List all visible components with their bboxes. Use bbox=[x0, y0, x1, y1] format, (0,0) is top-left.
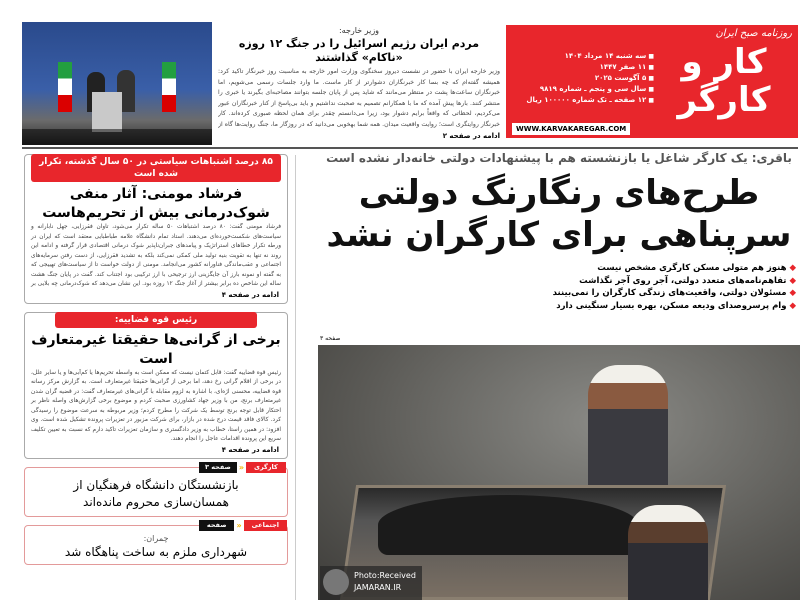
page-label: صفحه ۳ bbox=[199, 462, 237, 473]
masthead-tagline: روزنامه صبح ایران bbox=[715, 28, 792, 39]
watermark-line2: JAMARAN.IR bbox=[354, 583, 402, 592]
watermark-line1: Photo:Received bbox=[354, 571, 416, 580]
issue-info bbox=[512, 51, 654, 106]
page-reference[interactable]: صفحه ۳ bbox=[320, 335, 341, 342]
bullet-item: ◆ وام پرسروصدای ودیعه مسکن، بهره بسیار سنگینی دارد bbox=[320, 300, 796, 313]
article-body: فرشاد مومنی گفت: ۸۰ درصد اشتباهات ۵۰ ساله تکرار می‌شود، تاوان فقرزایی، جهل نابارانه و سیاست‌های شکست‌خورده‌ای می‌دهند. استاد تمام دانشگاه علامه طباطبایی معتقد است که ایران در ورطه تکرار خطاهای استراتژیک و پیامدهای جبران‌ناپذیر شوک درمانی اقتصادی قرار گرفته و ادامه این روند نه تنها به تقویت بنیه تولید ملی کمکی نمی‌کند بلکه به تشدید فقرزایی، از دست رفتن سرمایه‌های اجتماعی و عقب‌ماندگی فناورانه کشور می‌انجامد. مومنی از دولت خواست تا از سیاست‌های تهییجی که به گفته او نمونه بارز آن جایگزینی ارز ترجیحی با ارز ترکیبی بود اجتناب کند. گفت در پایان جنگ هشت ساله این شاخص ده برابر بیشتر از آغاز جنگ ۱۲ روزه بود. این نشان می‌دهد که شوک‌درمانی چه بلایی بر bbox=[31, 224, 282, 287]
column-divider bbox=[295, 155, 296, 600]
main-bullets bbox=[320, 262, 798, 312]
photo-credit-watermark bbox=[320, 566, 422, 600]
issue-date-gregorian: ■ ۵ آگوست ۲۰۲۵ bbox=[512, 73, 654, 84]
main-headline-line2: سرپناهی برای کارگران نشد bbox=[326, 215, 792, 255]
logo-part: کار و bbox=[681, 42, 767, 82]
section-tag bbox=[199, 520, 287, 540]
section-label: کارگری bbox=[246, 462, 286, 473]
main-headline[interactable] bbox=[320, 172, 798, 256]
top-article-headline[interactable]: مردم ایران رژیم اسرائیل را در جنگ ۱۲ روزه «ناکام» گذاشتند bbox=[238, 37, 480, 64]
article-kicker: چمران: bbox=[143, 533, 169, 543]
issue-date-hijri: ■ ۱۱ صفر ۱۴۴۷ bbox=[512, 62, 654, 73]
continued-link[interactable]: ادامه در صفحه ۴ bbox=[221, 445, 279, 454]
logo-part: کارگر bbox=[677, 80, 771, 120]
top-article-kicker: وزیر خارجه: bbox=[338, 26, 380, 35]
issue-price: ■ ۱۲ صفحه ـ تک شماره ۱۰۰۰۰۰ ریال bbox=[512, 95, 654, 106]
article-headline[interactable]: فرشاد مومنی: آثار منفی شوک‌درمانی بیش از تحریم‌هاست bbox=[42, 186, 270, 221]
jamaran-logo-icon bbox=[323, 569, 349, 595]
issue-number: ■ سال سی و پنجم ـ شماره ۹۸۱۹ bbox=[512, 84, 654, 95]
flag bbox=[162, 62, 176, 112]
issue-date-persian: ■ سه شنبه ۱۴ مرداد ۱۴۰۴ bbox=[512, 51, 654, 62]
continued-link[interactable]: ادامه در صفحه ۴ bbox=[221, 290, 279, 299]
article-momeni bbox=[24, 154, 288, 304]
article-judiciary bbox=[24, 312, 288, 459]
newspaper-logo bbox=[654, 43, 794, 119]
miner bbox=[588, 365, 668, 495]
article-headline[interactable]: برخی از گرانی‌ها حقیقتا غیرمتعارف است bbox=[31, 331, 281, 367]
miner bbox=[628, 505, 708, 600]
top-article bbox=[218, 26, 500, 141]
bullet-item: ◆ تفاهم‌نامه‌های متعدد دولتی، آجر روی آجر نگذاشت bbox=[320, 275, 796, 288]
section-label: اجتماعی bbox=[244, 520, 287, 531]
continued-link[interactable]: ادامه در صفحه ۲ bbox=[442, 132, 500, 140]
article-banner: رئیس قوه قضاییه: bbox=[55, 312, 257, 328]
photo-audience bbox=[22, 129, 212, 145]
left-column bbox=[24, 154, 288, 565]
flag bbox=[58, 62, 72, 112]
bullet-item: ◆ مسئولان دولتی، واقعیت‌های زندگی کارگران را نمی‌بینند bbox=[320, 287, 796, 300]
article-banner: ۸۵ درصد اشتباهات سیاستی در ۵۰ سال گذشته، تکرار شده است bbox=[31, 154, 281, 182]
main-subhead: باقری: یک کارگر شاغل یا بازنشسته هم با پیشنهادات دولتی خانه‌دار نشده است bbox=[326, 151, 792, 165]
top-article-photo bbox=[22, 22, 212, 145]
website-url[interactable]: WWW.KARVAKAREGAR.COM bbox=[512, 123, 630, 135]
page-label: صفحه ۸ bbox=[199, 520, 234, 531]
article-shelter bbox=[24, 520, 288, 565]
article-body: رئیس قوه قضاییه گفت: قابل کتمان نیست که ممکن است به واسطه تحریم‌ها یا کم‌آبی‌ها و یا سایر علل، در برخی از اقلام گرانی رخ دهد، اما برخی از گرانی‌ها حقیقتا غیرمتعارف است. به گزارش مرکز رسانه قوه قضاییه، محسنی اژه‌ای، با اشاره به لزوم مقابله با گرانی‌های غیرمتعارف گفت: در قضیه گران شدن غیرمتعارف برنج، من با وزیر جهاد کشاورزی صحبت کردم و موضوع برخی گزارش‌های واصله ناظر بر احتکار قابل توجه برنج توسط یک شرکت را مطرح کردم؛ وزیر مربوطه به سرعت موضوع را رسیدگی کرد. کالای فاقد قیمت درج شده در بازار، برای شرکت مزبور در تعزیرات پرونده تشکیل شده است. وی افزود: در همین راستا، خطاب به وزیر دادگستری و سازمان تعزیرات تاکید دارم که نسبت به تعیین تکلیف سریع این پرونده اقدامات عاجل را انجام دهند. bbox=[31, 369, 281, 442]
divider bbox=[22, 147, 798, 149]
coal-pile bbox=[378, 495, 638, 555]
bullet-item: ◆ هنوز هم متولی مسکن کارگری مشخص نیست bbox=[320, 262, 796, 275]
main-headline-line1: طرح‌های رنگارنگ دولتی bbox=[358, 173, 760, 213]
main-story bbox=[320, 150, 798, 312]
chevron-icon: « bbox=[236, 520, 242, 530]
masthead bbox=[506, 25, 798, 138]
article-headline[interactable]: شهرداری ملزم به ساخت پناهگاه شد bbox=[64, 544, 248, 559]
article-headline[interactable]: بازنشستگان دانشگاه فرهنگیان از همسان‌سازی محروم مانده‌اند bbox=[73, 477, 239, 509]
chevron-icon: « bbox=[238, 462, 244, 472]
article-retirees bbox=[24, 462, 288, 517]
top-article-body: وزیر خارجه ایران با حضور در نشست دیروز سخنگوی وزارت امور خارجه به مناسبت روز خبرنگار تاکید کرد: همیشه گفته‌ام که چه بسا کار خبرنگاران دشوارتر از کار ماست. ما وارد جلسات رسمی می‌شویم، اما خبرنگاران ساعت‌ها پشت در منتظر می‌مانند که شاید پس از پایان جلسه بتوانند مصاحبه‌ای بگیرند یا خبری را منتشر کنند. بارها پیش آمده که ما با همکارانم تصمیم به صحبت نداشتیم و باید بی‌پاسخ از کنار خبرنگاران عبور می‌کردیم، لحظاتی که واقعاً برایم دشوار بود، زیرا می‌دانستم چقدر برای همان لحظه صبوری کرده‌اند. کار خبرنگار روایتگری است؛ روایت واقعیت میدان. همه شما بهخوبی می‌دانید که در روزگار ما، جنگ روایت‌ها گاه از bbox=[218, 68, 500, 128]
section-tag bbox=[199, 462, 286, 473]
main-photo-coal-workers bbox=[318, 345, 800, 600]
podium bbox=[92, 92, 122, 132]
